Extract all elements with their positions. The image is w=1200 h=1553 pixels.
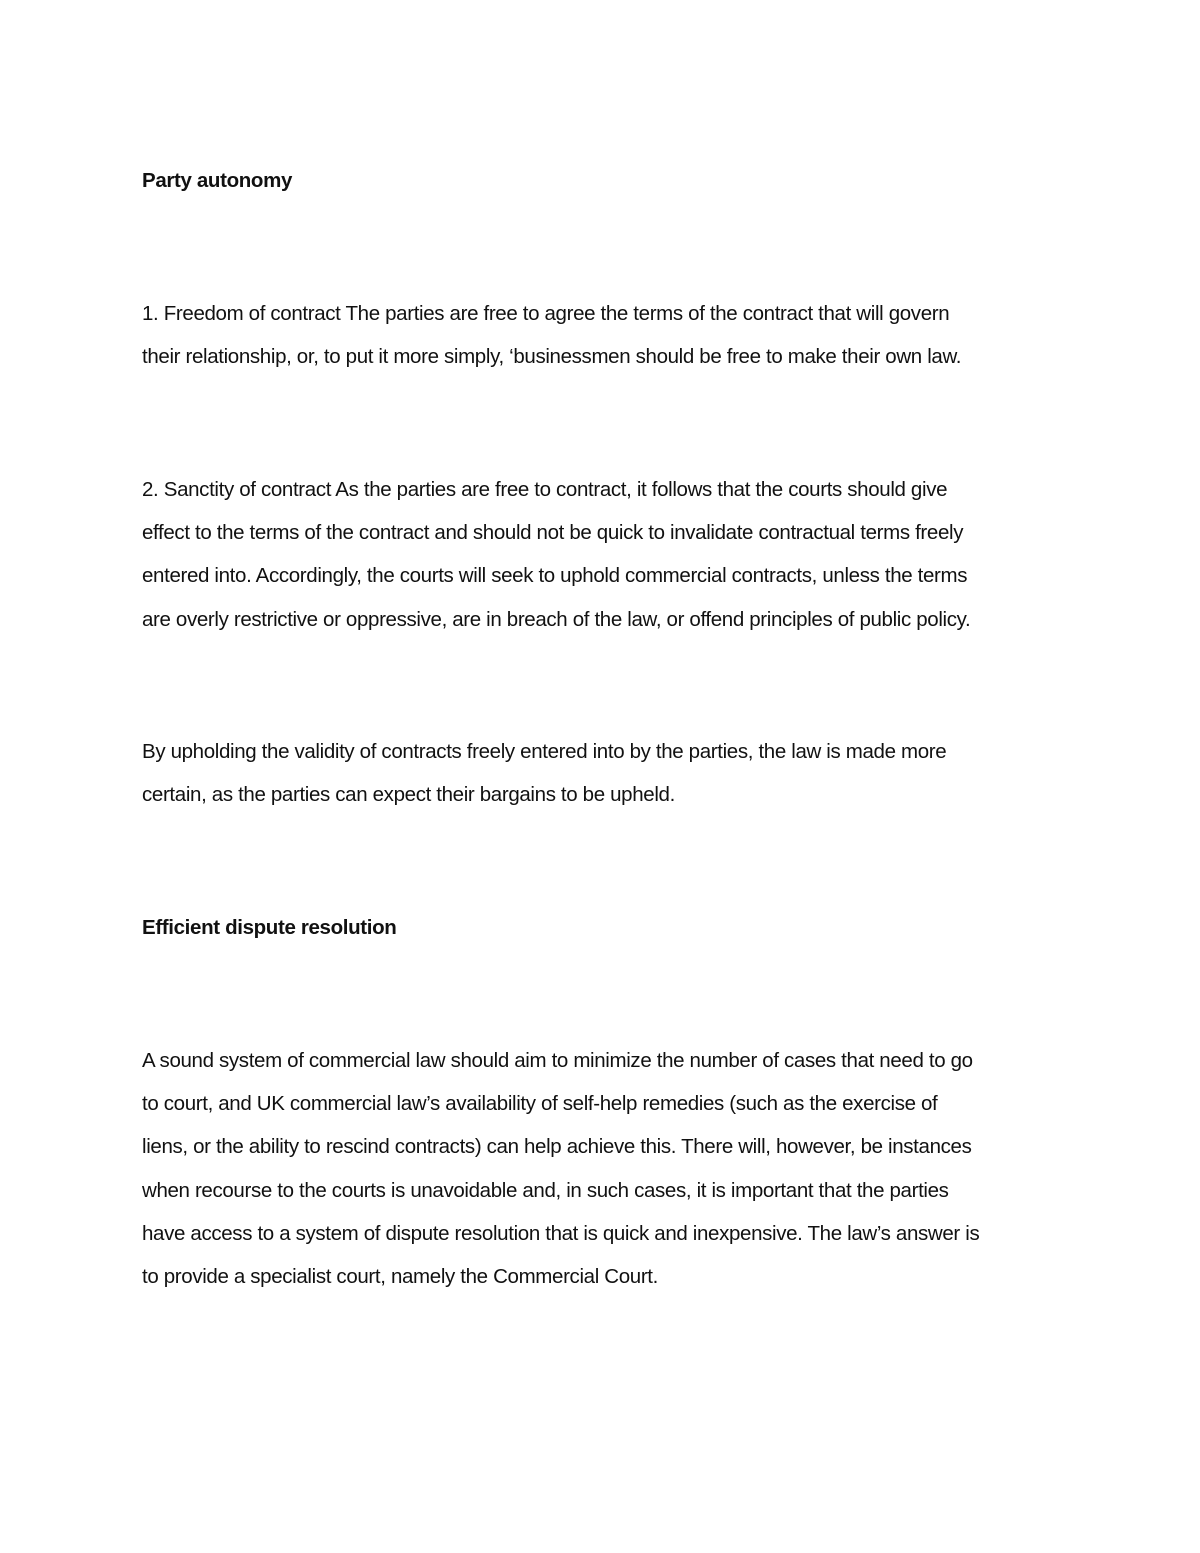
text-line: are overly restrictive or oppressive, are in breach of the law, or offend principles of public policy. [142,607,971,631]
text-line: effect to the terms of the contract and should not be quick to invalidate contractual terms freely [142,521,964,545]
text-line: to provide a specialist court, namely the Commercial Court. [142,1265,658,1289]
paragraph-sound-system [142,1039,1072,1298]
text-line: have access to a system of dispute resolution that is quick and inexpensive. The law’s answer is [142,1221,980,1245]
text-line: their relationship, or, to put it more simply, ‘businessmen should be free to make their own law. [142,345,962,369]
paragraph-sanctity-of-contract [142,468,1072,641]
section-heading-efficient-dispute-resolution: Efficient dispute resolution [142,916,397,939]
text-line: liens, or the ability to rescind contracts) can help achieve this. There will, however, be instances [142,1135,972,1159]
text-line: By upholding the validity of contracts freely entered into by the parties, the law is made more [142,740,947,763]
paragraph-freedom-of-contract [142,292,1072,378]
text-line: certain, as the parties can expect their bargains to be upheld. [142,783,675,807]
paragraph-upholding-validity [142,730,1072,816]
text-line: to court, and UK commercial law’s availability of self-help remedies (such as the exercise of [142,1092,938,1116]
text-line: when recourse to the courts is unavoidable and, in such cases, it is important that the parties [142,1178,949,1202]
text-line: 1. Freedom of contract The parties are free to agree the terms of the contract that will govern [142,302,950,325]
section-heading-party-autonomy: Party autonomy [142,169,293,192]
text-line: A sound system of commercial law should aim to minimize the number of cases that need to go [142,1049,973,1072]
text-line: entered into. Accordingly, the courts will seek to uphold commercial contracts, unless the terms [142,564,968,588]
text-line: 2. Sanctity of contract As the parties are free to contract, it follows that the courts should give [142,478,948,501]
